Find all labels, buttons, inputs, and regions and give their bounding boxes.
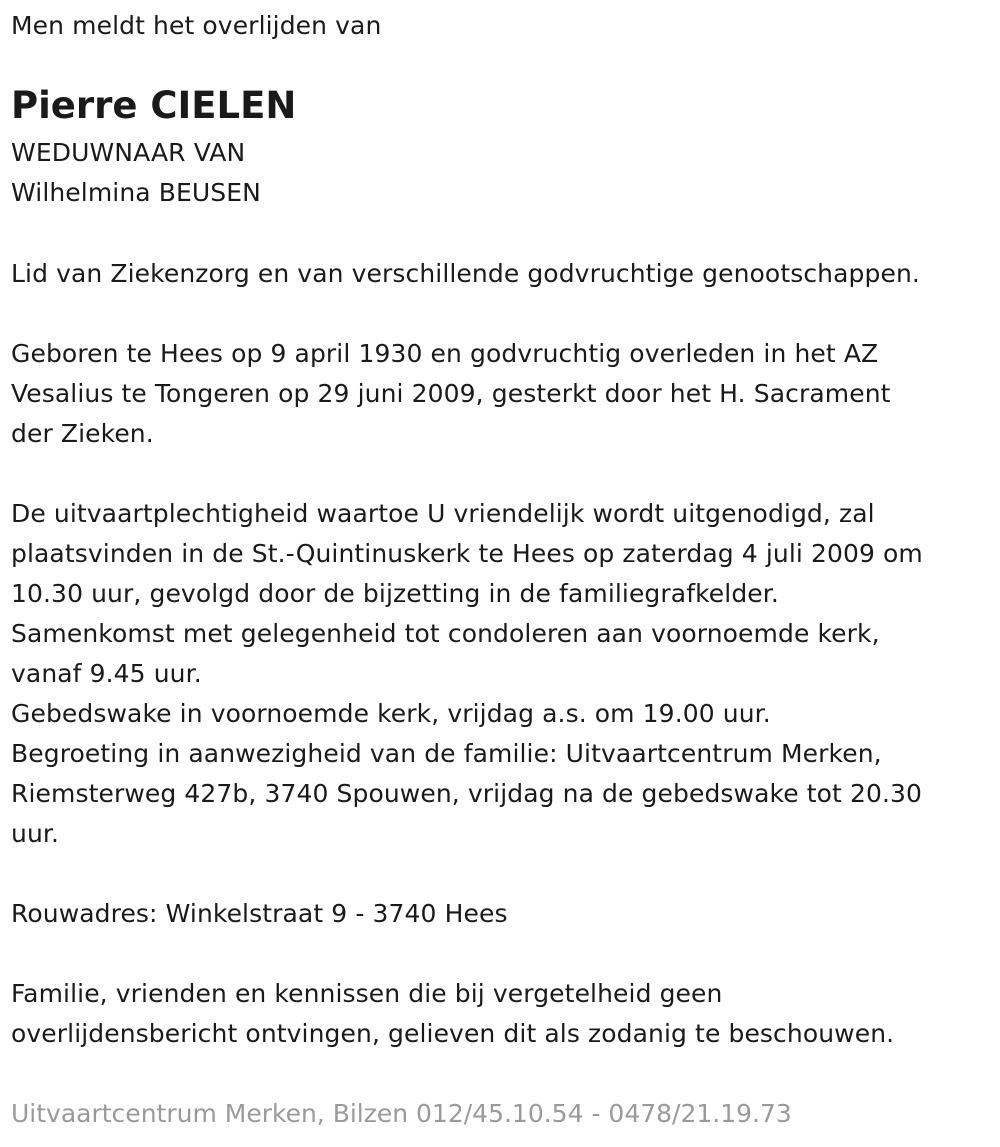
birth-death-paragraph	[11, 334, 891, 454]
spouse-name: Wilhelmina BEUSEN	[11, 178, 261, 207]
spouse-block	[11, 133, 261, 213]
mourning-address-block	[11, 894, 508, 934]
paragraph-line: Samenkomst met gelegenheid tot condoleren aan voornoemde kerk,	[11, 619, 880, 648]
paragraph-line: Vesalius te Tongeren op 29 juni 2009, gesterkt door het H. Sacrament	[11, 379, 891, 408]
intro-text: Men meldt het overlijden van	[11, 11, 382, 40]
spouse-label: WEDUWNAAR VAN	[11, 138, 246, 167]
paragraph-line: uur.	[11, 819, 60, 848]
paragraph-line: Familie, vrienden en kennissen die bij vergetelheid geen	[11, 979, 723, 1008]
membership-block	[11, 254, 920, 294]
paragraph-line: vanaf 9.45 uur.	[11, 659, 202, 688]
funeral-home-footer: Uitvaartcentrum Merken, Bilzen 012/45.10.54 - 0478/21.19.73	[11, 1099, 792, 1128]
deceased-name: Pierre CIELEN	[11, 84, 297, 127]
paragraph-line: De uitvaartplechtigheid waartoe U vriendelijk wordt uitgenodigd, zal	[11, 499, 875, 528]
mourning-address: Rouwadres: Winkelstraat 9 - 3740 Hees	[11, 899, 508, 928]
paragraph-line: Begroeting in aanwezigheid van de familie: Uitvaartcentrum Merken,	[11, 739, 882, 768]
family-notice-paragraph	[11, 974, 894, 1054]
membership-text: Lid van Ziekenzorg en van verschillende godvruchtige genootschappen.	[11, 259, 920, 288]
funeral-paragraph	[11, 494, 923, 854]
paragraph-line: Riemsterweg 427b, 3740 Spouwen, vrijdag na de gebedswake tot 20.30	[11, 779, 923, 808]
paragraph-line: 10.30 uur, gevolgd door de bijzetting in de familiegrafkelder.	[11, 579, 779, 608]
paragraph-line: der Zieken.	[11, 419, 154, 448]
paragraph-line: overlijdensbericht ontvingen, gelieven dit als zodanig te beschouwen.	[11, 1019, 895, 1048]
paragraph-line: Geboren te Hees op 9 april 1930 en godvruchtig overleden in het AZ	[11, 339, 879, 368]
paragraph-line: Gebedswake in voornoemde kerk, vrijdag a.s. om 19.00 uur.	[11, 699, 771, 728]
paragraph-line: plaatsvinden in de St.-Quintinuskerk te Hees op zaterdag 4 juli 2009 om	[11, 539, 923, 568]
